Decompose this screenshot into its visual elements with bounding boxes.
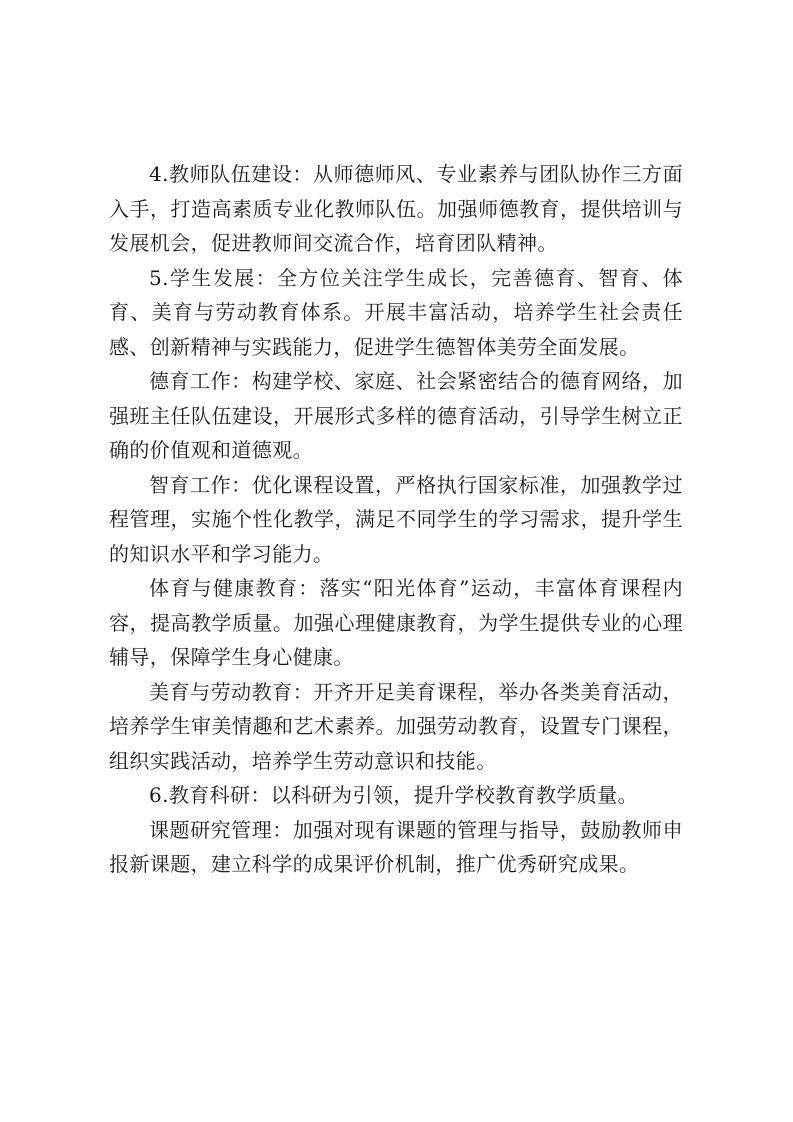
paragraph-intellectual-education: 智育工作：优化课程设置，严格执行国家标准，加强教学过程管理，实施个性化教学，满足不同学生的学习需求，提升学生的知识水平和学习能力。	[109, 472, 683, 566]
paragraph-physical-health-education: 体育与健康教育：落实“阳光体育”运动，丰富体育课程内容，提高教学质量。加强心理健康教育，为学生提供专业的心理辅导，保障学生身心健康。	[109, 576, 683, 669]
paragraph-research-project-management: 课题研究管理：加强对现有课题的管理与指导，鼓励教师申报新课题，建立科学的成果评价机制，推广优秀研究成果。	[109, 817, 683, 876]
paragraph-teacher-team: 4.教师队伍建设：从师德师风、专业素养与团队协作三方面入手，打造高素质专业化教师队伍。加强师德教育，提供培训与发展机会，促进教师间交流合作，培育团队精神。	[109, 162, 683, 255]
document-body	[109, 157, 683, 882]
paragraph-student-development: 5.学生发展：全方位关注学生成长，完善德育、智育、体育、美育与劳动教育体系。开展丰富活动，培养学生社会责任感、创新精神与实践能力，促进学生德智体美劳全面发展。	[109, 265, 683, 359]
paragraph-moral-education: 德育工作：构建学校、家庭、社会紧密结合的德育网络，加强班主任队伍建设，开展形式多样的德育活动，引导学生树立正确的价值观和道德观。	[109, 369, 683, 462]
paragraph-aesthetic-labor-education: 美育与劳动教育：开齐开足美育课程，举办各类美育活动，培养学生审美情趣和艺术素养。加强劳动教育，设置专门课程，组织实践活动，培养学生劳动意识和技能。	[109, 679, 683, 773]
paragraph-education-research: 6.教育科研：以科研为引领，提升学校教育教学质量。	[149, 783, 639, 807]
